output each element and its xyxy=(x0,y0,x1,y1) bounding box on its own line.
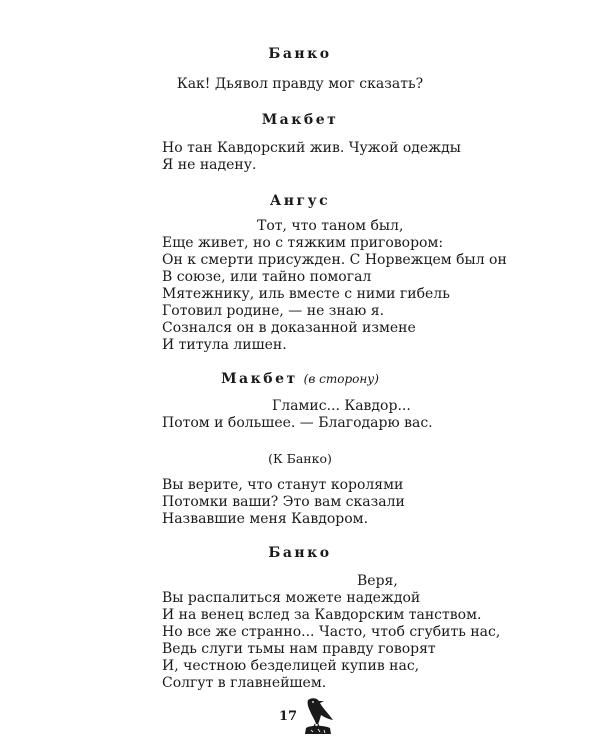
speaker-name: Ангус xyxy=(269,193,331,209)
verse-block xyxy=(162,140,461,174)
verse-line: Мятежнику, иль вместе с ними гибель xyxy=(162,286,450,302)
speaker-name: Банко xyxy=(268,46,332,62)
verse-line: Гламис... Кавдор... xyxy=(272,398,411,414)
verse-line: Солгут в главнейшем. xyxy=(162,675,327,691)
verse-line: И титула лишен. xyxy=(162,337,287,353)
verse-block xyxy=(162,398,433,432)
verse-line: И на венец вслед за Кавдорским танством. xyxy=(162,607,482,623)
speaker-name: Банко xyxy=(268,545,332,561)
speaker-name: Макбет xyxy=(261,112,339,128)
verse-line: Потомки ваши? Это вам сказали xyxy=(162,494,405,510)
raven-icon xyxy=(300,694,340,738)
verse-line: Ведь слуги тьмы нам правду говорят xyxy=(162,641,436,657)
page-number: 17 xyxy=(279,709,298,724)
speaker-label: Макбет xyxy=(221,371,298,387)
verse-block xyxy=(162,218,507,354)
verse-line: Вы верите, что станут королями xyxy=(162,477,404,493)
verse-line: Готовил родине, — не знаю я. xyxy=(162,303,385,319)
verse-line: И, честною безделицей купив нас, xyxy=(162,658,420,674)
verse-line: Но все же странно... Часто, чтоб сгубить нас, xyxy=(162,624,501,640)
verse-line: Как! Дьявол правду мог сказать? xyxy=(176,76,424,92)
verse-line: Потом и большее. — Благодарю вас. xyxy=(162,415,433,431)
verse-line: Сознался он в доказанной измене xyxy=(162,320,416,336)
verse-block xyxy=(162,573,500,692)
stage-direction: (К Банко) xyxy=(268,451,332,466)
speaker-name xyxy=(0,371,600,387)
verse-line: Я не надену. xyxy=(162,157,257,173)
verse-line: Еще живет, но с тяжким приговором: xyxy=(162,235,444,251)
verse-line: Назвавшие меня Кавдором. xyxy=(162,511,369,527)
verse-line: Вы распалиться можете надеждой xyxy=(162,590,421,606)
verse-line: Но тан Кавдорский жив. Чужой одежды xyxy=(162,140,461,156)
verse-line: В союзе, или тайно помогал xyxy=(162,269,372,285)
verse-block xyxy=(162,477,405,528)
stage-direction: (в сторону) xyxy=(303,372,379,386)
verse-line: Он к смерти присужден. С Норвежцем был он xyxy=(162,252,507,268)
verse-line: Тот, что таном был, xyxy=(257,218,404,234)
verse-line: Веря, xyxy=(357,573,398,589)
